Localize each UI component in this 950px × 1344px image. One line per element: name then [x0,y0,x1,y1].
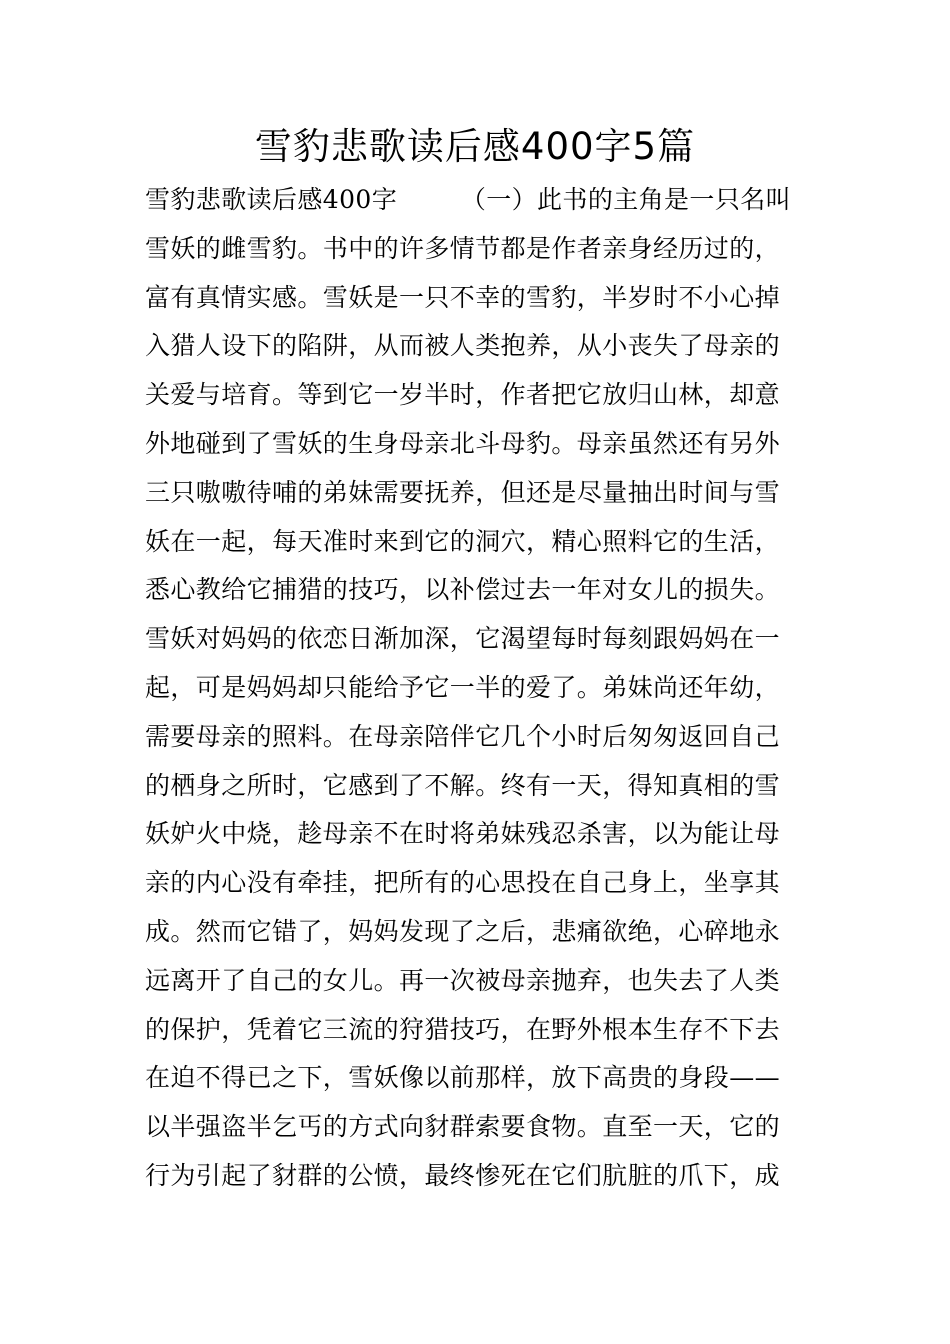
body-line: 妖妒火中烧，趁母亲不在时将弟妹残忍杀害，以为能让母 [145,819,781,849]
body-line: 行为引起了豺群的公愤，最终惨死在它们肮脏的爪下，成 [145,1160,781,1190]
body-line: 起，可是妈妈却只能给予它一半的爱了。弟妹尚还年幼， [145,672,781,702]
body-line: 远离开了自己的女儿。再一次被母亲抛弃，也失去了人类 [145,965,781,995]
document-title: 雪豹悲歌读后感400字5篇 [254,125,696,168]
body-line: 的保护，凭着它三流的狩猎技巧，在野外根本生存不下去 [145,1014,781,1044]
body-line: 妖在一起，每天准时来到它的洞穴，精心照料它的生活， [145,526,781,556]
body-line: 需要母亲的照料。在母亲陪伴它几个小时后匆匆返回自己 [145,721,781,751]
body-line: 三只嗷嗷待哺的弟妹需要抚养，但还是尽量抽出时间与雪 [145,477,781,507]
body-line: 富有真情实感。雪妖是一只不幸的雪豹，半岁时不小心掉 [145,282,781,312]
document-body [145,176,815,1201]
body-line: 入猎人设下的陷阱，从而被人类抱养，从小丧失了母亲的 [145,331,781,361]
body-line: 雪妖对妈妈的依恋日渐加深，它渴望每时每刻跟妈妈在一 [145,624,781,654]
body-line: 以半强盗半乞丐的方式向豺群索要食物。直至一天，它的 [145,1112,781,1142]
body-line: 亲的内心没有牵挂，把所有的心思投在自己身上，坐享其 [145,868,781,898]
body-line: 雪豹悲歌读后感400字 （一）此书的主角是一只名叫 [145,185,792,214]
body-line: 外地碰到了雪妖的生身母亲北斗母豹。母亲虽然还有另外 [145,428,781,458]
body-line: 在迫不得已之下，雪妖像以前那样，放下高贵的身段—— [145,1063,781,1093]
body-line: 悉心教给它捕猎的技巧，以补偿过去一年对女儿的损失。 [145,575,781,605]
body-line: 关爱与培育。等到它一岁半时，作者把它放归山林，却意 [145,380,781,410]
body-line: 雪妖的雌雪豹。书中的许多情节都是作者亲身经历过的， [145,233,781,263]
body-line: 的栖身之所时，它感到了不解。终有一天，得知真相的雪 [145,770,781,800]
body-line: 成。然而它错了，妈妈发现了之后，悲痛欲绝，心碎地永 [145,916,781,946]
